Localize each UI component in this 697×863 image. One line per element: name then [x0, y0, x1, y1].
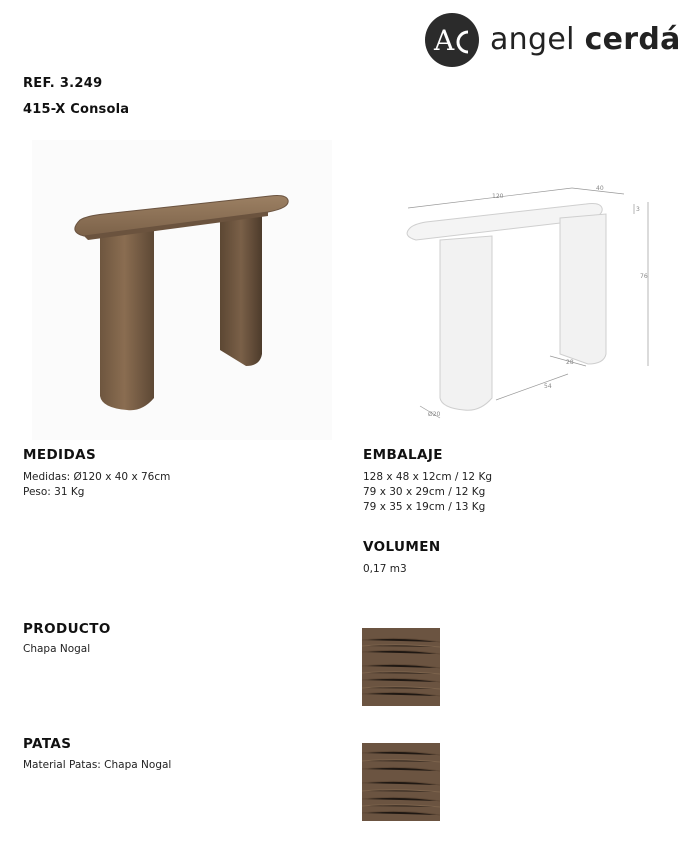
brand-name-light: angel: [490, 22, 575, 57]
embalaje-line-3: 79 x 35 x 19cm / 13 Kg: [363, 501, 486, 513]
patas-value: Material Patas: Chapa Nogal: [23, 759, 172, 771]
medidas-line-2: Peso: 31 Kg: [23, 486, 85, 498]
dim-length: 120: [492, 193, 504, 200]
ac-monogram-icon: [424, 12, 480, 68]
dim-height: 76: [640, 273, 648, 280]
producto-swatch: [362, 628, 440, 706]
brand-logo: [424, 12, 686, 68]
medidas-line-1: Medidas: Ø120 x 40 x 76cm: [23, 471, 171, 483]
patas-heading: PATAS: [23, 736, 72, 752]
brand-name: [490, 24, 681, 56]
patas-swatch: [362, 743, 440, 821]
product-ref: REF. 3.249: [23, 76, 103, 91]
volumen-heading: VOLUMEN: [363, 539, 441, 555]
embalaje-line-2: 79 x 30 x 29cm / 12 Kg: [363, 486, 486, 498]
dim-leg-spacing: 54: [544, 383, 552, 390]
embalaje-heading: EMBALAJE: [363, 447, 443, 463]
dim-leg-diameter: Ø20: [428, 411, 441, 418]
dim-depth: 40: [596, 185, 604, 192]
dim-top: 3: [636, 206, 640, 213]
dim-leg-width: 28: [566, 359, 574, 366]
product-name: 415-X Consola: [23, 102, 130, 117]
producto-heading: PRODUCTO: [23, 621, 111, 637]
embalaje-line-1: 128 x 48 x 12cm / 12 Kg: [363, 471, 493, 483]
volumen-value: 0,17 m3: [363, 563, 407, 575]
svg-text:A: A: [434, 24, 455, 57]
brand-name-bold: cerdá: [584, 22, 681, 57]
product-photo: [32, 140, 332, 440]
technical-drawing: [400, 178, 660, 428]
medidas-heading: MEDIDAS: [23, 447, 97, 463]
producto-value: Chapa Nogal: [23, 643, 91, 655]
